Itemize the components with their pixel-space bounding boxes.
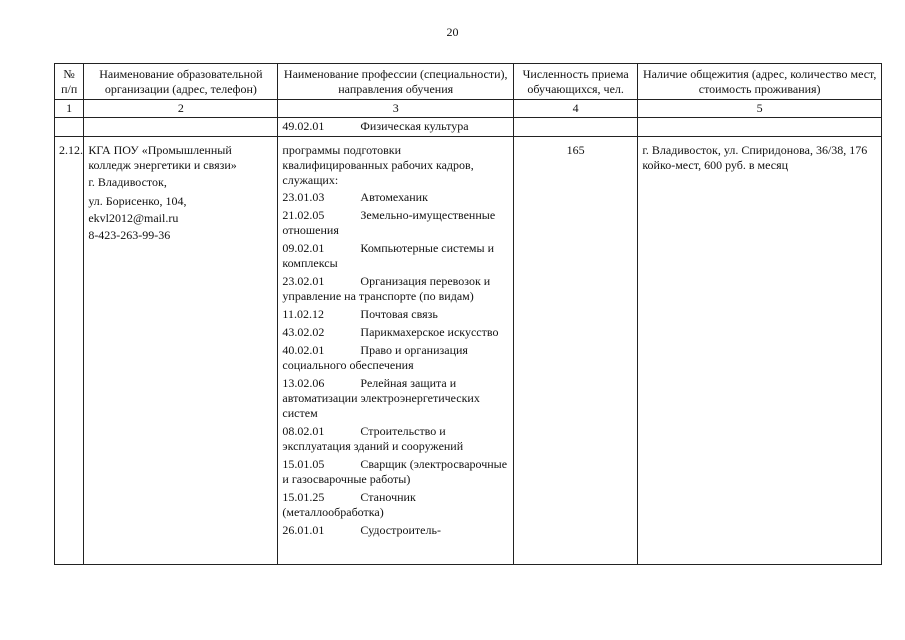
header-dormitory: Наличие общежития (адрес, количество мест, стоимость проживания) [638,64,882,100]
program-name: Почтовая связь [360,307,438,321]
program-code: 08.02.01 [282,424,325,438]
column-number: 5 [638,100,882,118]
column-number: 2 [84,100,278,118]
program-code: 09.02.01 [282,241,325,255]
table-row [55,137,882,565]
education-table [54,63,882,565]
program-line [282,208,509,238]
program-code: 23.01.03 [282,190,325,204]
program-line [282,523,509,538]
program-line [282,241,509,271]
program-code: 43.02.02 [282,325,325,339]
program-name: Судостроитель- [360,523,441,537]
program-name: Парикмахерское искусство [360,325,499,339]
dormitory-info: г. Владивосток, ул. Спиридонова, 36/38, 176 койко-мест, 600 руб. в месяц [642,143,868,172]
program-line [282,307,509,322]
organization-street: ул. Борисенко, 104, [88,194,187,208]
program-name: Физическая культура [360,119,469,133]
header-admission: Численность приема обучающихся, чел. [513,64,637,100]
program-line [282,343,509,373]
program-code: 11.02.12 [282,307,324,321]
program-code: 49.02.01 [282,119,325,133]
program-name: Земельно-имущественные отношения [282,208,496,237]
header-number: № п/п [55,64,84,100]
program-name: Релейная защита и автоматизации электроэнергетических систем [282,376,480,420]
program-name: Сварщик (электросварочные и газосварочные работы) [282,457,508,486]
program-code: 15.01.25 [282,490,325,504]
program-code: 40.02.01 [282,343,325,357]
header-row [55,64,882,100]
programs-intro: программы подготовки квалифицированных рабочих кадров, служащих: [282,143,474,187]
program-name: Строительство и эксплуатация зданий и сооружений [282,424,464,453]
column-number-row [55,100,882,118]
column-number: 1 [55,100,84,118]
program-line [282,376,509,421]
organization-email: ekvl2012@mail.ru [88,211,179,225]
program-name: Станочник (металлообработка) [282,490,416,519]
page-number: 20 [446,25,459,39]
program-name: Компьютерные системы и комплексы [282,241,494,270]
organization-city: г. Владивосток, [88,175,167,189]
program-line [282,457,509,487]
program-code: 15.01.05 [282,457,325,471]
program-line [282,190,509,205]
program-code: 21.02.05 [282,208,325,222]
admission-count: 165 [566,143,585,157]
programs-cell [278,137,514,565]
organization-name: КГА ПОУ «Промышленный колледж энергетики и связи» [88,143,237,172]
program-name: Организация перевозок и управление на транспорте (по видам) [282,274,491,303]
program-code: 23.02.01 [282,274,325,288]
program-code: 26.01.01 [282,523,325,537]
column-number: 3 [278,100,514,118]
row-number: 2.12. [59,143,83,157]
organization-info [88,138,273,243]
program-line [282,325,509,340]
column-number: 4 [513,100,637,118]
program-code: 13.02.06 [282,376,325,390]
header-organization: Наименование образовательной организации (адрес, телефон) [84,64,278,100]
program-line [282,274,509,304]
table-row-continued [55,118,882,137]
program-line [282,490,509,520]
program-name: Право и организация социального обеспечения [282,343,468,372]
program-line [278,118,514,137]
header-profession: Наименование профессии (специальности), направления обучения [278,64,514,100]
organization-phone: 8-423-263-99-36 [88,228,171,242]
program-line [282,424,509,454]
program-name: Автомеханик [360,190,428,204]
